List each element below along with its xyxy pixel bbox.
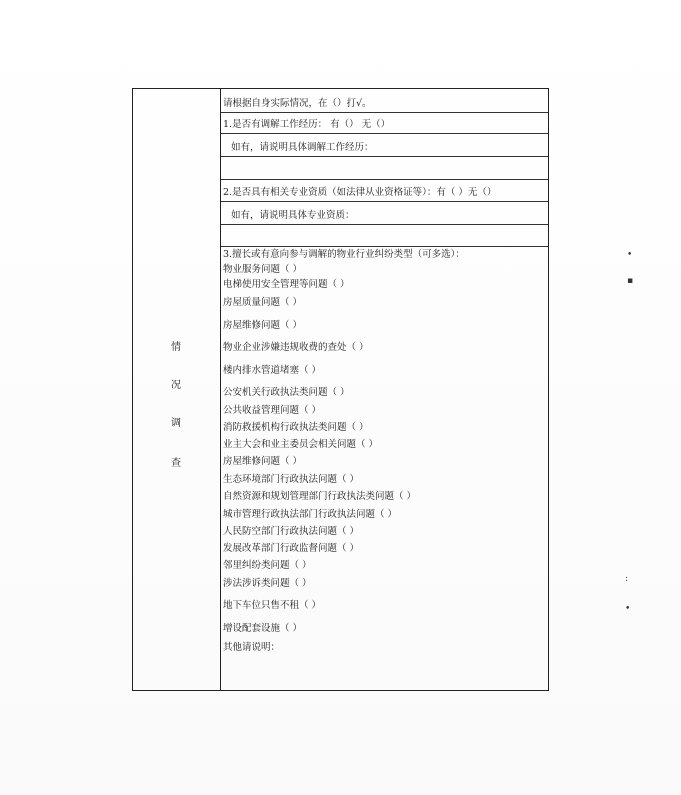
scan-mark: • [627, 250, 633, 260]
q3-option[interactable]: 发展改革部门行政监督问题（ ） [223, 543, 360, 554]
q2-detail-prompt: 如有，请说明具体专业资质： [231, 209, 355, 221]
q1-row [221, 113, 548, 134]
intro-text: 请根据自身实际情况，在（）打√。 [223, 97, 372, 109]
q3-option[interactable]: 增设配套设施（ ） [223, 623, 303, 634]
q3-option[interactable]: 物业企业涉嫌违规收费的查处（ ） [223, 342, 369, 353]
q3-option[interactable]: 消防救援机构行政执法类问题（ ） [223, 422, 369, 433]
q3-question: 3.擅长或有意向参与调解的物业行业纠纷类型（可多选）： [223, 249, 465, 260]
side-title-char: 情 [171, 342, 181, 353]
q3-option[interactable]: 房屋维修问题（ ） [223, 320, 303, 331]
scan-mark: : [625, 574, 629, 584]
q3-option[interactable]: 涉法涉诉类问题（ ） [223, 578, 312, 589]
q3-option[interactable]: 房屋维修问题（ ） [223, 456, 303, 467]
q3-option[interactable]: 楼内排水管道堵塞（ ） [223, 365, 322, 376]
q3-option[interactable]: 公共收益管理问题（ ） [223, 405, 322, 416]
q3-option[interactable]: 地下车位只售不租（ ） [223, 600, 322, 611]
q3-option[interactable]: 自然资源和规划管理部门行政执法类问题（ ） [223, 491, 417, 502]
side-title-char: 况 [171, 380, 181, 391]
q3-other-prompt[interactable]: 其他请说明： [223, 642, 281, 653]
q3-option[interactable]: 人民防空部门行政执法问题（ ） [223, 526, 360, 537]
q1-detail-prompt: 如有，请说明具体调解工作经历： [231, 141, 374, 153]
side-title-column [133, 89, 221, 690]
q1-answer-row[interactable] [221, 157, 548, 180]
content-column [221, 89, 548, 690]
q2-answer-row[interactable] [221, 225, 548, 247]
q3-option[interactable]: 城市管理行政执法部门行政执法问题（ ） [223, 509, 398, 520]
q3-option[interactable]: 邻里纠纷类问题（ ） [223, 560, 312, 571]
scan-mark: • [625, 604, 631, 614]
intro-row [221, 89, 548, 113]
q3-option[interactable]: 业主大会和业主委员会相关问题（ ） [223, 439, 379, 450]
q1-detail-row [221, 134, 548, 157]
q3-option[interactable]: 物业服务问题（ ） [223, 264, 303, 275]
side-title-char: 调 [171, 418, 181, 429]
q3-option[interactable]: 公安机关行政执法类问题（ ） [223, 387, 350, 398]
q2-row [221, 180, 548, 202]
q1-question: 1.是否有调解工作经历： 有（） 无（） [223, 118, 391, 130]
side-title-char: 查 [171, 458, 181, 469]
q3-option[interactable]: 房屋质量问题（ ） [223, 297, 303, 308]
q3-option[interactable]: 电梯使用安全管理等问题（ ） [223, 279, 350, 290]
scan-mark: ▪ [627, 276, 634, 286]
q2-detail-row [221, 202, 548, 225]
q2-question: 2.是否具有相关专业资质（如法律从业资格证等）：有（ ）无（） [223, 186, 497, 198]
survey-form-table [132, 88, 549, 691]
q3-option[interactable]: 生态环境部门行政执法问题（ ） [223, 474, 360, 485]
